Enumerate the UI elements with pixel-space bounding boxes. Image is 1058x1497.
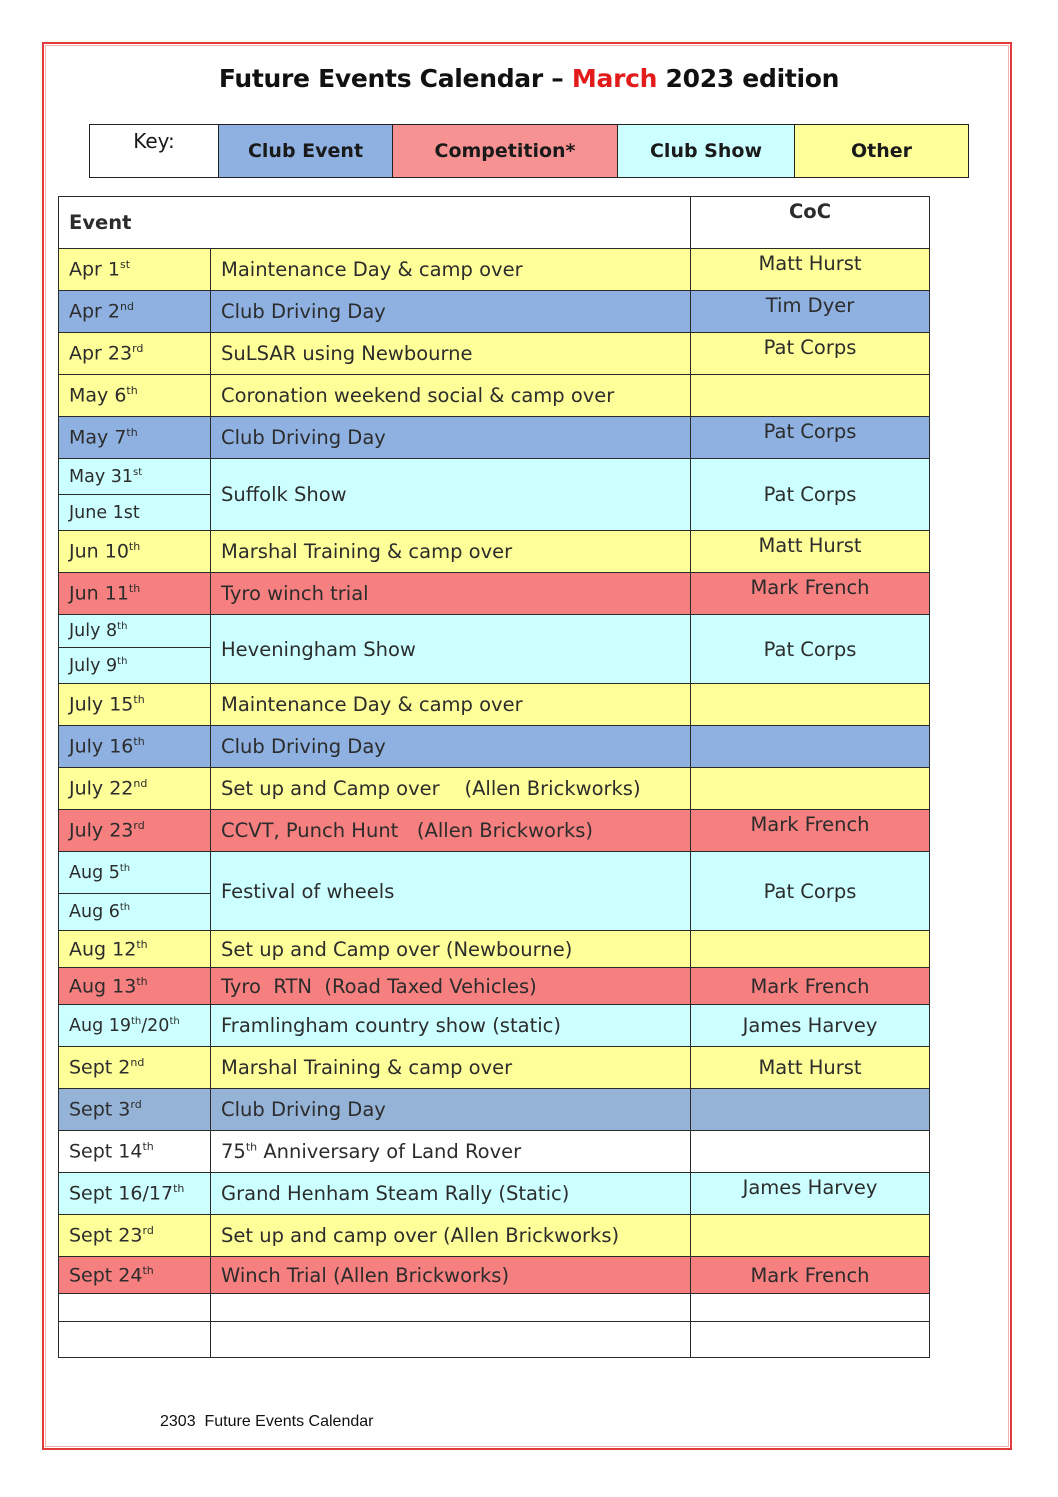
event-name: Club Driving Day bbox=[211, 291, 691, 333]
event-coc bbox=[691, 1131, 930, 1173]
event-name: CCVT, Punch Hunt (Allen Brickworks) bbox=[211, 810, 691, 852]
event-name: Club Driving Day bbox=[211, 1089, 691, 1131]
event-date: Sept 3rd bbox=[59, 1089, 211, 1131]
event-coc: Pat Corps bbox=[691, 615, 930, 684]
table-row bbox=[59, 1089, 930, 1131]
key-other: Other bbox=[794, 125, 968, 177]
table-row bbox=[59, 1005, 930, 1047]
event-date: July 22nd bbox=[59, 768, 211, 810]
event-date: Apr 1st bbox=[59, 249, 211, 291]
event-coc bbox=[691, 684, 930, 726]
event-coc bbox=[691, 1215, 930, 1257]
event-name: Club Driving Day bbox=[211, 417, 691, 459]
table-row bbox=[59, 1215, 930, 1257]
header-coc: CoC bbox=[691, 197, 930, 249]
event-coc: Mark French bbox=[691, 810, 930, 852]
page-footer: 2303 Future Events Calendar bbox=[160, 1413, 374, 1430]
table-row bbox=[59, 1047, 930, 1089]
event-name: Festival of wheels bbox=[211, 852, 691, 931]
event-coc: Pat Corps bbox=[691, 459, 930, 531]
event-name: 75th Anniversary of Land Rover bbox=[211, 1131, 691, 1173]
event-coc: Matt Hurst bbox=[691, 1047, 930, 1089]
event-coc: Pat Corps bbox=[691, 417, 930, 459]
event-date: Sept 14th bbox=[59, 1131, 211, 1173]
title-text: Future Events Calendar – bbox=[218, 64, 572, 93]
empty-row bbox=[59, 1322, 930, 1358]
event-coc: Pat Corps bbox=[691, 333, 930, 375]
event-date-second: June 1st bbox=[59, 495, 211, 531]
table-row bbox=[59, 810, 930, 852]
event-coc: James Harvey bbox=[691, 1005, 930, 1047]
title-month: March bbox=[571, 64, 658, 93]
empty-cell bbox=[211, 1322, 691, 1358]
table-row bbox=[59, 291, 930, 333]
empty-cell bbox=[211, 1294, 691, 1322]
event-coc bbox=[691, 768, 930, 810]
event-name: Grand Henham Steam Rally (Static) bbox=[211, 1173, 691, 1215]
empty-cell bbox=[691, 1294, 930, 1322]
event-date-second: Aug 6th bbox=[59, 894, 211, 931]
event-name: Club Driving Day bbox=[211, 726, 691, 768]
event-date: Jun 10th bbox=[59, 531, 211, 573]
event-date: Aug 5th bbox=[59, 852, 211, 894]
event-coc: James Harvey bbox=[691, 1173, 930, 1215]
event-date: Apr 23rd bbox=[59, 333, 211, 375]
event-coc bbox=[691, 375, 930, 417]
event-date: Aug 12th bbox=[59, 931, 211, 968]
title-edition: 2023 edition bbox=[657, 64, 840, 93]
event-date: May 31st bbox=[59, 459, 211, 495]
event-date: Jun 11th bbox=[59, 573, 211, 615]
table-row bbox=[59, 459, 930, 495]
event-coc: Matt Hurst bbox=[691, 531, 930, 573]
table-row bbox=[59, 573, 930, 615]
event-date: July 15th bbox=[59, 684, 211, 726]
event-coc: Mark French bbox=[691, 1257, 930, 1294]
event-name: Marshal Training & camp over bbox=[211, 531, 691, 573]
event-date: July 23rd bbox=[59, 810, 211, 852]
table-row bbox=[59, 1131, 930, 1173]
event-coc bbox=[691, 1089, 930, 1131]
event-date: Sept 23rd bbox=[59, 1215, 211, 1257]
empty-row bbox=[59, 1294, 930, 1322]
event-date: Aug 19th/20th bbox=[59, 1005, 211, 1047]
table-row bbox=[59, 931, 930, 968]
event-name: Tyro winch trial bbox=[211, 573, 691, 615]
header-event: Event bbox=[59, 197, 691, 249]
event-date: May 6th bbox=[59, 375, 211, 417]
event-coc bbox=[691, 726, 930, 768]
table-row bbox=[59, 852, 930, 894]
event-date: Apr 2nd bbox=[59, 291, 211, 333]
empty-cell bbox=[691, 1322, 930, 1358]
event-name: SuLSAR using Newbourne bbox=[211, 333, 691, 375]
event-name: Set up and Camp over (Newbourne) bbox=[211, 931, 691, 968]
event-name: Tyro RTN (Road Taxed Vehicles) bbox=[211, 968, 691, 1005]
event-coc: Mark French bbox=[691, 573, 930, 615]
event-coc: Pat Corps bbox=[691, 852, 930, 931]
table-row bbox=[59, 417, 930, 459]
table-row bbox=[59, 531, 930, 573]
key-label: Key: bbox=[133, 129, 175, 153]
color-key bbox=[89, 124, 969, 178]
empty-cell bbox=[59, 1294, 211, 1322]
event-name: Marshal Training & camp over bbox=[211, 1047, 691, 1089]
table-row bbox=[59, 249, 930, 291]
event-name: Framlingham country show (static) bbox=[211, 1005, 691, 1047]
table-row bbox=[59, 968, 930, 1005]
event-date-second: July 9th bbox=[59, 648, 211, 684]
table-row bbox=[59, 615, 930, 648]
event-coc: Mark French bbox=[691, 968, 930, 1005]
table-header bbox=[59, 197, 930, 249]
event-coc: Tim Dyer bbox=[691, 291, 930, 333]
event-date: Aug 13th bbox=[59, 968, 211, 1005]
event-date: Sept 2nd bbox=[59, 1047, 211, 1089]
event-name: Set up and Camp over (Allen Brickworks) bbox=[211, 768, 691, 810]
event-date: July 8th bbox=[59, 615, 211, 648]
empty-cell bbox=[59, 1322, 211, 1358]
event-name: Maintenance Day & camp over bbox=[211, 684, 691, 726]
page-title bbox=[0, 64, 1058, 93]
event-name: Winch Trial (Allen Brickworks) bbox=[211, 1257, 691, 1294]
events-table bbox=[58, 196, 930, 1358]
event-date: Sept 16/17th bbox=[59, 1173, 211, 1215]
event-name: Maintenance Day & camp over bbox=[211, 249, 691, 291]
key-club-show: Club Show bbox=[617, 125, 794, 177]
key-competition: Competition* bbox=[392, 125, 617, 177]
event-coc bbox=[691, 931, 930, 968]
event-date: July 16th bbox=[59, 726, 211, 768]
event-name: Heveningham Show bbox=[211, 615, 691, 684]
table-row bbox=[59, 726, 930, 768]
event-date: Sept 24th bbox=[59, 1257, 211, 1294]
key-club-event: Club Event bbox=[218, 125, 392, 177]
table-row bbox=[59, 375, 930, 417]
event-date: May 7th bbox=[59, 417, 211, 459]
table-row bbox=[59, 1173, 930, 1215]
event-name: Coronation weekend social & camp over bbox=[211, 375, 691, 417]
event-name: Set up and camp over (Allen Brickworks) bbox=[211, 1215, 691, 1257]
event-coc: Matt Hurst bbox=[691, 249, 930, 291]
table-row bbox=[59, 333, 930, 375]
event-name: Suffolk Show bbox=[211, 459, 691, 531]
table-row bbox=[59, 768, 930, 810]
table-row bbox=[59, 1257, 930, 1294]
table-row bbox=[59, 684, 930, 726]
